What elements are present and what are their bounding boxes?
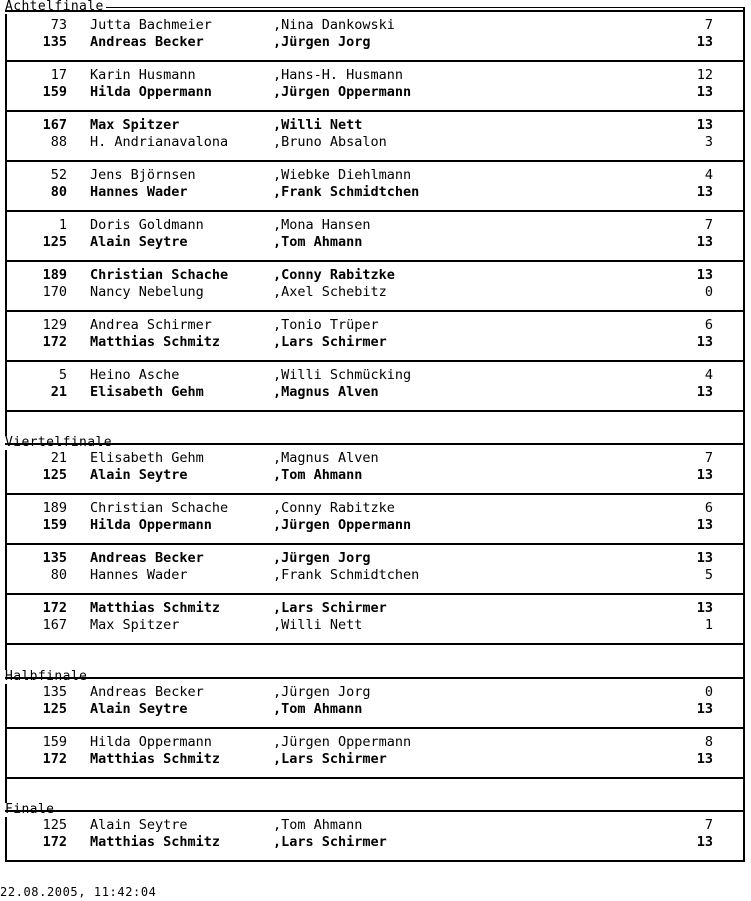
player-one-name: Jens Björnsen: [90, 167, 196, 183]
player-one-name: Christian Schache: [90, 267, 229, 283]
player-two-name: ,Lars Schirmer: [273, 751, 387, 767]
match-row-winner: [5, 34, 743, 50]
player-one-name: Doris Goldmann: [90, 217, 204, 233]
match-row: [5, 567, 743, 583]
print-timestamp: 22.08.2005, 11:42:04: [0, 885, 157, 899]
match-row: [5, 134, 743, 150]
player-one-name: Karin Husmann: [90, 67, 196, 83]
player-one-name: Max Spitzer: [90, 117, 180, 133]
player-two-name: ,Lars Schirmer: [273, 600, 387, 616]
match-score: 8: [704, 734, 713, 750]
team-number: 189: [42, 267, 67, 283]
section-title: Achtelfinale: [5, 0, 104, 14]
team-number: 172: [42, 600, 67, 616]
match-score: 7: [704, 817, 713, 833]
match-row: [5, 684, 743, 700]
section-title: Viertelfinale: [5, 435, 112, 450]
team-number: 159: [42, 517, 67, 533]
team-number: 172: [42, 334, 67, 350]
player-one-name: Christian Schache: [90, 500, 229, 516]
player-one-name: Matthias Schmitz: [90, 600, 221, 616]
match-row: [5, 167, 743, 183]
player-two-name: ,Willi Nett: [273, 117, 363, 133]
match-row-winner: [5, 467, 743, 483]
player-one-name: Hannes Wader: [90, 567, 188, 583]
team-number: 5: [58, 367, 67, 383]
player-one-name: Hannes Wader: [90, 184, 188, 200]
match-score: 3: [704, 134, 713, 150]
match-score: 13: [696, 267, 713, 283]
team-number: 52: [50, 167, 67, 183]
player-two-name: ,Frank Schmidtchen: [273, 184, 420, 200]
match-row: [5, 500, 743, 516]
match-score: 4: [704, 167, 713, 183]
team-number: 125: [42, 467, 67, 483]
player-two-name: ,Jürgen Oppermann: [273, 734, 412, 750]
match-score: 13: [696, 384, 713, 400]
team-number: 159: [42, 734, 67, 750]
match-score: 13: [696, 34, 713, 50]
player-two-name: ,Conny Rabitzke: [273, 500, 395, 516]
player-two-name: ,Frank Schmidtchen: [273, 567, 420, 583]
match-score: 13: [696, 834, 713, 850]
match-score: 13: [696, 467, 713, 483]
match-score: 13: [696, 701, 713, 717]
match-row: [5, 817, 743, 833]
match-row-winner: [5, 550, 743, 566]
match-score: 13: [696, 600, 713, 616]
match-score: 13: [696, 517, 713, 533]
player-two-name: ,Jürgen Jorg: [273, 550, 371, 566]
team-number: 80: [50, 567, 67, 583]
team-number: 1: [58, 217, 67, 233]
match-row-winner: [5, 701, 743, 717]
player-two-name: ,Tom Ahmann: [273, 817, 363, 833]
player-two-name: ,Tonio Trüper: [273, 317, 379, 333]
match-row-winner: [5, 834, 743, 850]
player-two-name: ,Lars Schirmer: [273, 334, 387, 350]
results-sheet: [5, 0, 745, 862]
player-one-name: Alain Seytre: [90, 701, 188, 717]
match-row: [5, 284, 743, 300]
player-two-name: ,Jürgen Jorg: [273, 34, 371, 50]
player-one-name: Heino Asche: [90, 367, 180, 383]
match-row: [5, 217, 743, 233]
team-number: 80: [50, 184, 67, 200]
player-two-name: ,Lars Schirmer: [273, 834, 387, 850]
match-score: 5: [704, 567, 713, 583]
team-number: 135: [42, 550, 67, 566]
player-one-name: Jutta Bachmeier: [90, 17, 212, 33]
player-one-name: Matthias Schmitz: [90, 334, 221, 350]
match-row-winner: [5, 84, 743, 100]
match-score: 6: [704, 317, 713, 333]
match-row: [5, 317, 743, 333]
team-number: 125: [42, 234, 67, 250]
player-one-name: H. Andrianavalona: [90, 134, 229, 150]
team-number: 172: [42, 834, 67, 850]
player-two-name: ,Jürgen Oppermann: [273, 84, 412, 100]
match-row: [5, 617, 743, 633]
team-number: 135: [42, 34, 67, 50]
player-one-name: Matthias Schmitz: [90, 751, 221, 767]
match-score: 13: [696, 234, 713, 250]
team-number: 189: [42, 500, 67, 516]
team-number: 21: [50, 450, 67, 466]
match-row-winner: [5, 117, 743, 133]
player-two-name: ,Wiebke Diehlmann: [273, 167, 412, 183]
match-score: 13: [696, 117, 713, 133]
player-one-name: Andreas Becker: [90, 684, 204, 700]
match-row-winner: [5, 267, 743, 283]
frame-right-line: [743, 7, 745, 862]
match-score: 7: [704, 450, 713, 466]
player-two-name: ,Magnus Alven: [273, 384, 379, 400]
player-one-name: Nancy Nebelung: [90, 284, 204, 300]
match-row: [5, 367, 743, 383]
team-number: 21: [50, 384, 67, 400]
team-number: 125: [42, 817, 67, 833]
player-one-name: Max Spitzer: [90, 617, 180, 633]
match-score: 13: [696, 84, 713, 100]
match-score: 7: [704, 17, 713, 33]
player-two-name: ,Conny Rabitzke: [273, 267, 395, 283]
match-score: 13: [696, 334, 713, 350]
match-row-winner: [5, 334, 743, 350]
team-number: 167: [42, 117, 67, 133]
team-number: 73: [50, 17, 67, 33]
player-two-name: ,Tom Ahmann: [273, 701, 363, 717]
player-one-name: Hilda Oppermann: [90, 84, 212, 100]
player-one-name: Andreas Becker: [90, 550, 204, 566]
match-score: 13: [696, 751, 713, 767]
player-one-name: Elisabeth Gehm: [90, 384, 204, 400]
match-row-winner: [5, 234, 743, 250]
match-score: 1: [704, 617, 713, 633]
player-one-name: Matthias Schmitz: [90, 834, 221, 850]
player-one-name: Andrea Schirmer: [90, 317, 212, 333]
match-score: 13: [696, 550, 713, 566]
player-one-name: Andreas Becker: [90, 34, 204, 50]
section-title: Finale: [5, 802, 55, 817]
match-score: 6: [704, 500, 713, 516]
match-score: 0: [704, 284, 713, 300]
player-two-name: ,Mona Hansen: [273, 217, 371, 233]
player-one-name: Elisabeth Gehm: [90, 450, 204, 466]
match-score: 13: [696, 184, 713, 200]
match-score: 0: [704, 684, 713, 700]
team-number: 172: [42, 751, 67, 767]
match-score: 12: [696, 67, 713, 83]
player-one-name: Alain Seytre: [90, 817, 188, 833]
player-two-name: ,Willi Nett: [273, 617, 363, 633]
player-two-name: ,Axel Schebitz: [273, 284, 387, 300]
team-number: 129: [42, 317, 67, 333]
player-two-name: ,Nina Dankowski: [273, 17, 395, 33]
match-score: 4: [704, 367, 713, 383]
team-number: 88: [50, 134, 67, 150]
player-two-name: ,Magnus Alven: [273, 450, 379, 466]
match-row: [5, 67, 743, 83]
player-two-name: ,Bruno Absalon: [273, 134, 387, 150]
player-two-name: ,Jürgen Jorg: [273, 684, 371, 700]
player-two-name: ,Hans-H. Husmann: [273, 67, 404, 83]
match-row-winner: [5, 184, 743, 200]
team-number: 170: [42, 284, 67, 300]
player-one-name: Hilda Oppermann: [90, 734, 212, 750]
match-row: [5, 450, 743, 466]
team-number: 167: [42, 617, 67, 633]
team-number: 17: [50, 67, 67, 83]
match-row-winner: [5, 600, 743, 616]
team-number: 159: [42, 84, 67, 100]
section-top-rule: [5, 7, 745, 8]
team-number: 135: [42, 684, 67, 700]
match-row-winner: [5, 384, 743, 400]
player-one-name: Hilda Oppermann: [90, 517, 212, 533]
section-title: Halbfinale: [5, 669, 88, 684]
match-row: [5, 17, 743, 33]
player-two-name: ,Willi Schmücking: [273, 367, 412, 383]
match-row: [5, 734, 743, 750]
player-one-name: Alain Seytre: [90, 234, 188, 250]
match-row-winner: [5, 517, 743, 533]
player-two-name: ,Tom Ahmann: [273, 234, 363, 250]
player-two-name: ,Jürgen Oppermann: [273, 517, 412, 533]
match-row-winner: [5, 751, 743, 767]
player-one-name: Alain Seytre: [90, 467, 188, 483]
match-score: 7: [704, 217, 713, 233]
player-two-name: ,Tom Ahmann: [273, 467, 363, 483]
team-number: 125: [42, 701, 67, 717]
